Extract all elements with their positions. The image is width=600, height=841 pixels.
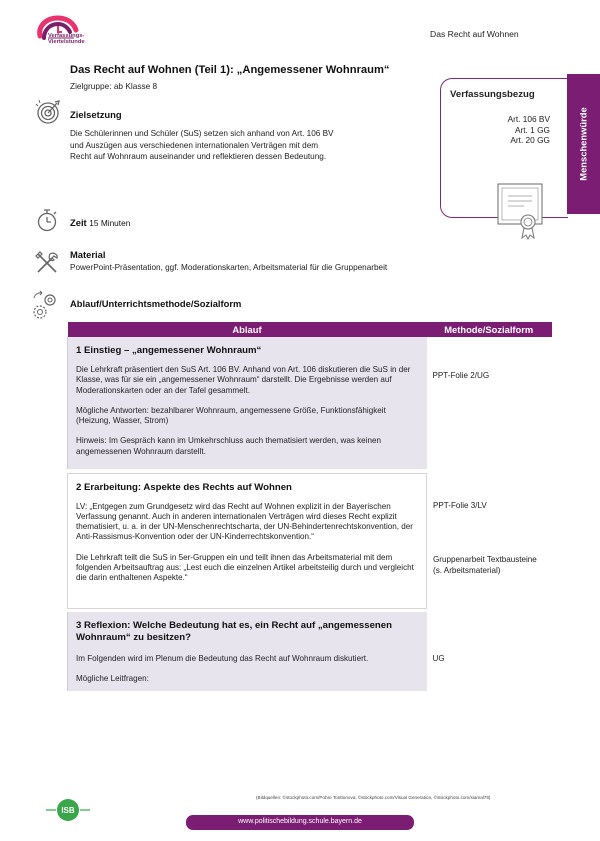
schedule-table xyxy=(67,322,552,691)
isb-logo-text: ISB xyxy=(61,806,75,815)
step-1-method xyxy=(427,337,552,469)
logo-line-2: Viertelstunde xyxy=(48,39,85,46)
time-value: 15 Minuten xyxy=(89,218,131,228)
method-text: UG xyxy=(432,654,445,664)
step-2-method xyxy=(427,473,552,608)
header-methode: Methode/Sozialform xyxy=(427,322,552,337)
gears-icon xyxy=(30,290,60,322)
document-title: Das Recht auf Wohnen (Teil 1): „Angemessener Wohnraum“ xyxy=(70,64,390,76)
table-header-row xyxy=(68,322,552,337)
method-text: PPT-Folie 2/UG xyxy=(432,371,490,380)
goal-line: Die Schülerinnen und Schüler (SuS) setzen sich anhand von Art. 106 BV xyxy=(70,129,334,138)
constitution-reference-title: Verfassungsbezug xyxy=(450,89,535,100)
step-2-cell xyxy=(68,473,427,608)
goal-line: und Auszügen aus verschiedenen internationalen Verträgen mit dem xyxy=(70,140,319,150)
target-group: Zielgruppe: ab Klasse 8 xyxy=(70,81,158,91)
step-paragraph: Die Lehrkraft teilt die SuS in 5er-Gruppen ein und teilt ihnen das Arbeitsmaterial mit dem folgenden Arbeitsauftrag aus: „Lest euch die einzelnen Artikel arbeitsteilig durch und vergleicht die darin enthaltenen Aspekte.“ xyxy=(76,552,414,583)
step-paragraph: Mögliche Antworten: bezahlbarer Wohnraum, angemessene Größe, Funktionsfähigkeit (Heizung, Wasser, Strom) xyxy=(76,405,386,426)
table-row xyxy=(68,612,552,691)
isb-logo xyxy=(46,798,90,822)
image-credits: (Bildquellen: ©stockphoto.com/Pohre Tonttonova, ©stockphoto.com/Visual Generation, ©stockphoto.com/siamal78) xyxy=(256,795,491,800)
step-paragraph: LV: „Entgegen zum Grundgesetz wird das Recht auf Wohnen explizit in der Bayerischen Verfassung genannt. Auch in anderen internationalen Verträgen wird dieses Recht explizit thematisiert, u. a. in der UN-Menschenrechtscharta, der UN-Behindertenrechtskonvention, der Anti-Rassismus-Konvention oder der UN-Kinderrechtskonvention.“ xyxy=(76,501,413,542)
step-3-method xyxy=(427,612,552,691)
goal-line: Recht auf Wohnraum auseinander und reflektieren dessen Bedeutung. xyxy=(70,152,327,161)
tools-icon xyxy=(34,250,60,276)
goal-heading: Zielsetzung xyxy=(70,109,122,120)
table-row xyxy=(68,473,552,608)
material-text: PowerPoint-Präsentation, ggf. Moderationskarten, Arbeitsmaterial für die Gruppenarbeit xyxy=(70,263,388,272)
header-ablauf: Ablauf xyxy=(68,322,427,337)
logo-text xyxy=(48,33,85,46)
method-text: PPT-Folie 3/LV xyxy=(433,501,487,511)
topic-side-tab-label: Menschenwürde xyxy=(577,107,589,181)
process-heading: Ablauf/Unterrichtsmethode/Sozialform xyxy=(70,298,242,309)
step-paragraph: Die Lehrkraft präsentiert den SuS Art. 106 BV. Anhand von Art. 106 diskutieren die SuS in der Klasse, was für sie ein „angemessener Wohnraum“ darstellt. Die Ergebnisse werden auf Moderationskarten oder an der Tafel gesammelt. xyxy=(76,365,411,395)
table-row xyxy=(68,337,552,469)
time-label: Zeit xyxy=(70,217,87,228)
goal-text xyxy=(70,128,420,163)
footer-url[interactable]: www.politischebildung.schule.bayern.de xyxy=(238,818,362,825)
step-1-cell xyxy=(68,337,427,469)
step-paragraph: Hinweis: Im Gespräch kann im Umkehrschluss auch thematisiert werden, was keinen angemessenen Wohnraum darstellt. xyxy=(76,436,381,456)
target-icon xyxy=(34,98,62,126)
article-item: Art. 1 GG xyxy=(514,124,550,135)
certificate-icon xyxy=(490,180,550,242)
material-heading: Material xyxy=(70,249,106,260)
header-topic: Das Recht auf Wohnen xyxy=(430,29,519,39)
article-item: Art. 106 BV xyxy=(507,114,550,124)
logo-line-1: Verfassungs- xyxy=(48,33,85,39)
step-title: 3 Reflexion: Welche Bedeutung hat es, ein Recht auf „angemessenen Wohnraum“ zu besitzen? xyxy=(76,620,392,644)
step-title: 1 Einstieg – „angemessener Wohnraum“ xyxy=(76,345,262,356)
step-title: 2 Erarbeitung: Aspekte des Rechts auf Wohnen xyxy=(76,481,292,493)
method-text: Gruppenarbeit Textbausteine (s. Arbeitsmaterial) xyxy=(433,555,537,575)
step-paragraph: Im Folgenden wird im Plenum die Bedeutung das Recht auf Wohnraum diskutiert. xyxy=(76,654,369,664)
step-paragraph: Mögliche Leitfragen: xyxy=(76,674,149,684)
step-3-cell xyxy=(68,612,427,691)
stopwatch-icon xyxy=(36,208,58,232)
time-row xyxy=(70,217,130,228)
constitution-reference-list xyxy=(450,114,550,146)
article-item: Art. 20 GG xyxy=(510,135,550,146)
